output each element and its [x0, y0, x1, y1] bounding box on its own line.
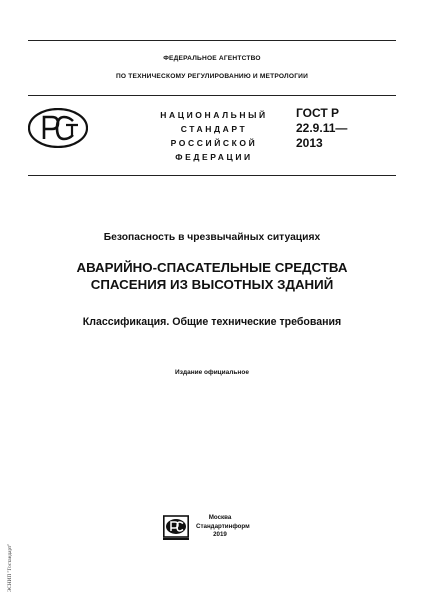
document-title [0, 259, 424, 293]
standard-line-1: НАЦИОНАЛЬНЫЙ [160, 110, 268, 120]
side-stamp-text: ЭСНИП "Гостандарт" [7, 543, 13, 592]
title-line-2: СПАСЕНИЯ ИЗ ВЫСОТНЫХ ЗДАНИЙ [90, 277, 334, 292]
standard-code-line-3: 2013 [296, 136, 323, 150]
publisher-name: Стандартинформ [196, 522, 250, 530]
publisher-info [196, 514, 250, 540]
header-rule [28, 95, 396, 96]
standard-line-2: СТАНДАРТ [180, 124, 248, 134]
standartinform-logo-icon [163, 513, 189, 541]
standard-line-4: ФЕДЕРАЦИИ [175, 152, 253, 162]
national-standard-block [152, 108, 276, 164]
document-subtitle: Классификация. Общие технические требования [82, 316, 342, 328]
title-line-1: АВАРИЙНО-СПАСАТЕЛЬНЫЕ СРЕДСТВА [76, 260, 348, 275]
top-rule [28, 40, 396, 41]
block-rule [28, 175, 396, 176]
gost-r-logo-icon [28, 108, 88, 148]
edition-label: Издание официальное [175, 369, 249, 376]
document-topic: Безопасность в чрезвычайных ситуациях [103, 232, 321, 243]
standard-code-line-2: 22.9.11— [296, 121, 348, 135]
publisher-logo [163, 513, 189, 541]
standard-line-3: РОССИЙСКОЙ [170, 138, 258, 148]
publisher-city: Москва [208, 514, 232, 521]
agency-line-2: ПО ТЕХНИЧЕСКОМУ РЕГУЛИРОВАНИЮ И МЕТРОЛОГИИ [115, 73, 309, 80]
agency-line-1: ФЕДЕРАЛЬНОЕ АГЕНТСТВО [163, 55, 261, 62]
standard-code-line-1: ГОСТ Р [296, 106, 340, 120]
standard-code [296, 106, 396, 151]
rst-logo [28, 108, 88, 148]
publisher-year: 2019 [213, 531, 227, 538]
